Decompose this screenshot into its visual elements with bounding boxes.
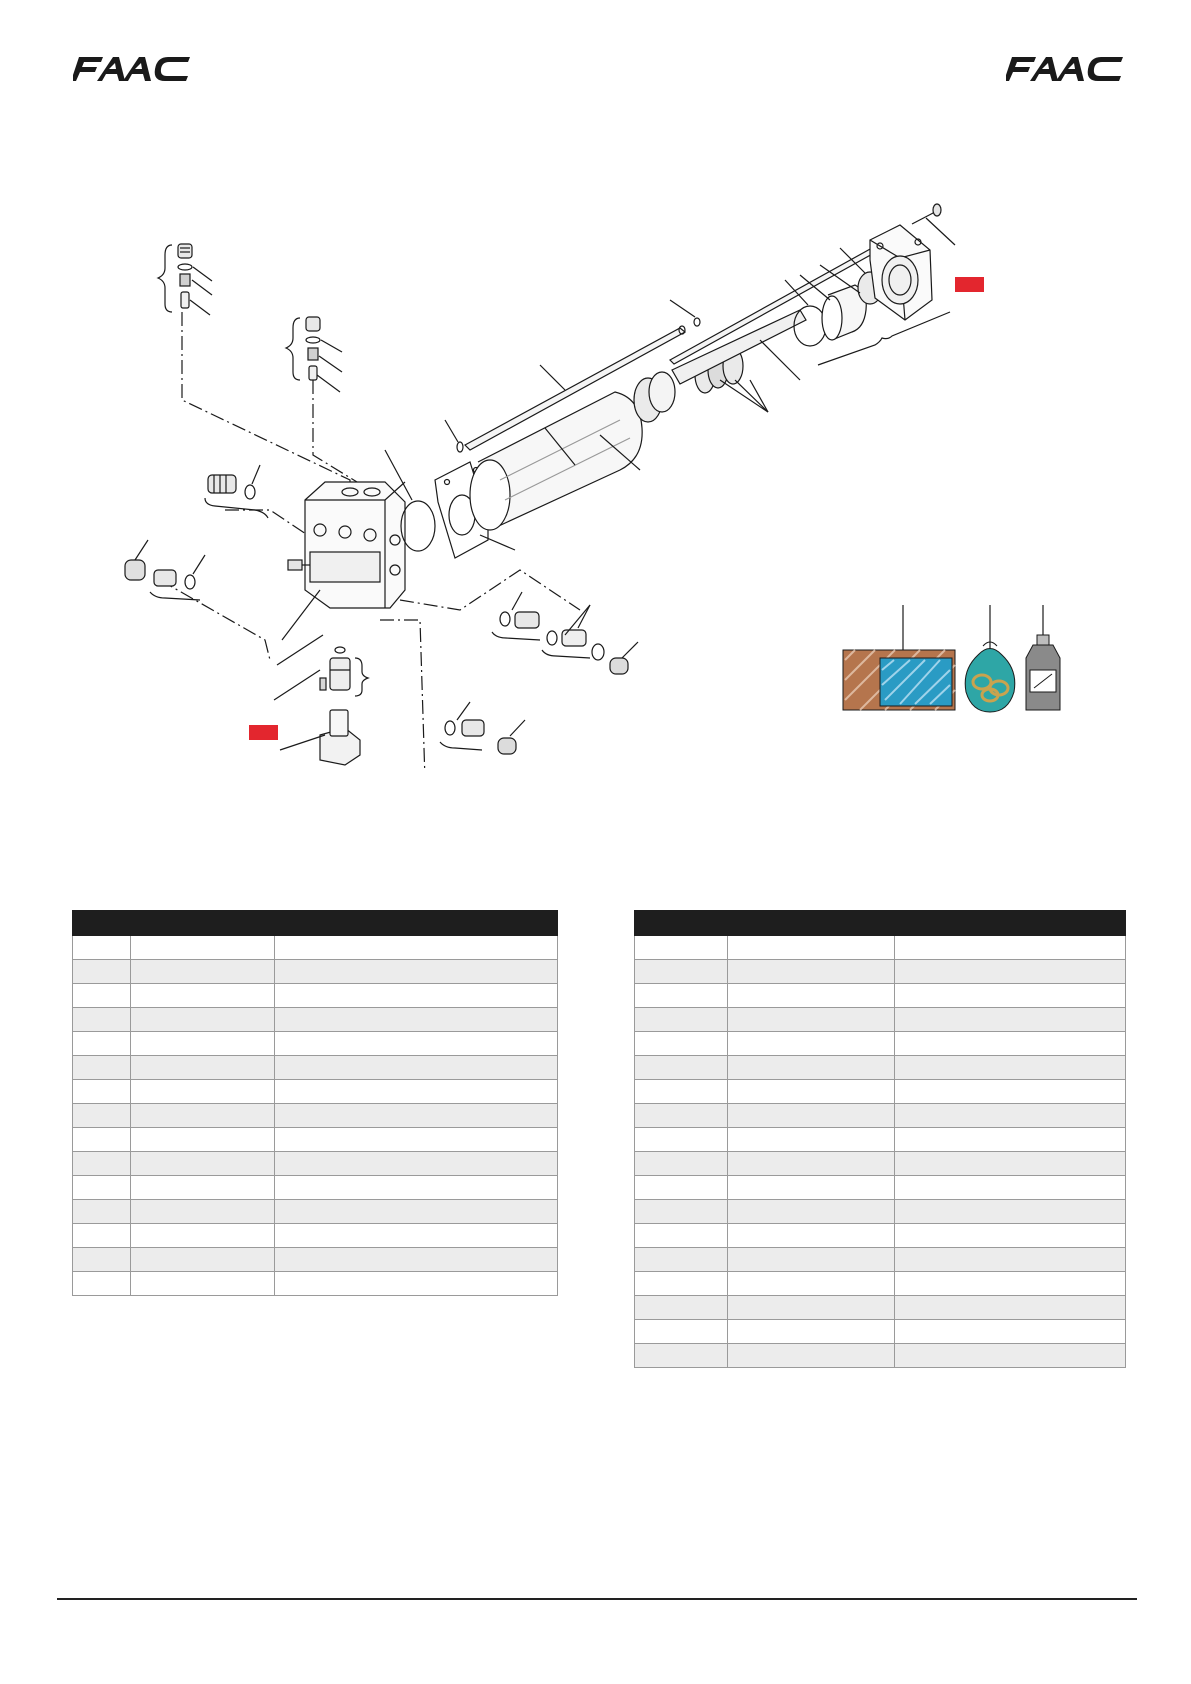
table-cell xyxy=(635,1008,728,1032)
table-header-row xyxy=(635,911,1126,936)
column-header xyxy=(275,911,558,936)
valve-kit-2 xyxy=(286,317,342,392)
table-cell xyxy=(635,1080,728,1104)
table-cell xyxy=(275,1032,558,1056)
table-row xyxy=(635,1272,1126,1296)
table-cell xyxy=(895,1320,1126,1344)
table-cell xyxy=(728,1248,895,1272)
table-cell xyxy=(275,960,558,984)
valve-body-block xyxy=(288,482,405,608)
table-cell xyxy=(73,1272,131,1296)
plug-set-lower-left xyxy=(125,540,205,600)
table-cell xyxy=(275,1104,558,1128)
table-cell xyxy=(73,1056,131,1080)
table-row xyxy=(635,936,1126,960)
table-cell xyxy=(275,1272,558,1296)
table-cell xyxy=(728,984,895,1008)
table-row xyxy=(73,960,558,984)
table-cell xyxy=(728,1296,895,1320)
table-cell xyxy=(635,1296,728,1320)
table-row xyxy=(73,1248,558,1272)
table-cell xyxy=(895,1296,1126,1320)
table-row xyxy=(635,1176,1126,1200)
table-cell xyxy=(73,1080,131,1104)
table-row xyxy=(73,1224,558,1248)
footer-divider xyxy=(57,1598,1137,1600)
table-row xyxy=(635,1104,1126,1128)
table-cell xyxy=(635,1056,728,1080)
table-cell xyxy=(895,1032,1126,1056)
table-cell xyxy=(728,1224,895,1248)
exploded-view-drawing xyxy=(0,180,1191,770)
table-cell xyxy=(131,984,275,1008)
table-cell xyxy=(275,1080,558,1104)
small-pin xyxy=(445,420,463,452)
oring-bag-icon xyxy=(965,642,1015,712)
table-cell xyxy=(275,1056,558,1080)
table-cell xyxy=(728,1104,895,1128)
table-cell xyxy=(635,1344,728,1368)
table-body xyxy=(73,936,558,1296)
table-cell xyxy=(895,936,1126,960)
column-header xyxy=(635,911,728,936)
valve-kit-1 xyxy=(158,244,212,315)
table-cell xyxy=(895,984,1126,1008)
faac-logo-graphic xyxy=(1006,55,1124,83)
table-row xyxy=(73,1200,558,1224)
parts-table-left xyxy=(72,910,558,1296)
table-row xyxy=(635,1344,1126,1368)
exploded-view-svg xyxy=(0,180,1191,770)
column-header xyxy=(73,911,131,936)
red-marker-top-right xyxy=(955,277,984,292)
table-header-row xyxy=(73,911,558,936)
seal-kit-box-icon xyxy=(843,650,955,710)
column-header xyxy=(131,911,275,936)
table-cell xyxy=(73,936,131,960)
table-cell xyxy=(635,1032,728,1056)
service-kit xyxy=(903,605,1043,650)
table-cell xyxy=(728,1008,895,1032)
table-row xyxy=(635,1200,1126,1224)
table-cell xyxy=(131,1008,275,1032)
table-cell xyxy=(895,1008,1126,1032)
table-cell xyxy=(728,1176,895,1200)
table-cell xyxy=(895,1272,1126,1296)
table-row xyxy=(635,1320,1126,1344)
table-cell xyxy=(728,1128,895,1152)
table-cell xyxy=(635,960,728,984)
table-cell xyxy=(728,1200,895,1224)
table-cell xyxy=(131,1248,275,1272)
table-cell xyxy=(275,1128,558,1152)
table-cell xyxy=(895,1344,1126,1368)
table-cell xyxy=(895,1056,1126,1080)
table-row xyxy=(73,1032,558,1056)
table-cell xyxy=(895,1152,1126,1176)
tie-rods xyxy=(465,238,894,450)
table-row xyxy=(73,1272,558,1296)
table-cell xyxy=(131,1272,275,1296)
table-cell xyxy=(275,984,558,1008)
table-cell xyxy=(895,1248,1126,1272)
table-cell xyxy=(131,1128,275,1152)
table-row xyxy=(73,1080,558,1104)
table-cell xyxy=(131,1056,275,1080)
table-cell xyxy=(895,1200,1126,1224)
table-cell xyxy=(728,1152,895,1176)
oil-bottle-icon xyxy=(1026,635,1060,710)
table-cell xyxy=(73,1248,131,1272)
table-body xyxy=(635,936,1126,1368)
table-row xyxy=(635,984,1126,1008)
table-cell xyxy=(635,1224,728,1248)
table-cell xyxy=(895,1128,1126,1152)
table-cell xyxy=(73,1152,131,1176)
table-row xyxy=(73,984,558,1008)
table-row xyxy=(73,1152,558,1176)
faac-logo-right xyxy=(1006,55,1124,83)
parts-table-right xyxy=(634,910,1126,1368)
plug-set-right-middle xyxy=(492,592,638,674)
rear-seals xyxy=(785,248,882,346)
cylinder-tube xyxy=(470,392,642,530)
table-cell xyxy=(73,960,131,984)
table-cell xyxy=(275,1224,558,1248)
table-cell xyxy=(895,960,1126,984)
table-row xyxy=(635,1032,1126,1056)
table-cell xyxy=(73,1224,131,1248)
table-cell xyxy=(275,1152,558,1176)
table-cell xyxy=(635,1200,728,1224)
table-cell xyxy=(728,1344,895,1368)
table-cell xyxy=(635,1248,728,1272)
table-row xyxy=(635,1152,1126,1176)
table-cell xyxy=(131,960,275,984)
table-cell xyxy=(131,1224,275,1248)
table-cell xyxy=(635,936,728,960)
bottom-bracket-assembly xyxy=(274,590,368,765)
table-cell xyxy=(275,1176,558,1200)
table-row xyxy=(635,1224,1126,1248)
table-cell xyxy=(635,1104,728,1128)
piston-shaft xyxy=(634,310,806,422)
table-cell xyxy=(73,1008,131,1032)
table-cell xyxy=(131,1104,275,1128)
table-row xyxy=(73,1104,558,1128)
plug-set-bottom-middle xyxy=(440,702,525,754)
table-row xyxy=(73,1008,558,1032)
table-cell xyxy=(73,984,131,1008)
table-row xyxy=(73,1056,558,1080)
table-cell xyxy=(635,1272,728,1296)
table-row xyxy=(635,1080,1126,1104)
table-cell xyxy=(635,1176,728,1200)
table-cell xyxy=(728,1272,895,1296)
table-cell xyxy=(895,1176,1126,1200)
table-cell xyxy=(275,936,558,960)
table-row xyxy=(73,1128,558,1152)
table-row xyxy=(73,936,558,960)
table-cell xyxy=(728,1080,895,1104)
table-cell xyxy=(275,1200,558,1224)
faac-logo-graphic xyxy=(73,55,191,83)
table-cell xyxy=(73,1104,131,1128)
table-cell xyxy=(131,1080,275,1104)
table-cell xyxy=(635,1320,728,1344)
table-cell xyxy=(728,1056,895,1080)
table-cell xyxy=(728,1320,895,1344)
table-cell xyxy=(635,1128,728,1152)
table-cell xyxy=(131,1176,275,1200)
table-cell xyxy=(728,960,895,984)
table-cell xyxy=(275,1248,558,1272)
faac-logo-left xyxy=(73,55,191,83)
table-cell xyxy=(131,1152,275,1176)
table-cell xyxy=(131,1200,275,1224)
column-header xyxy=(895,911,1126,936)
table-cell xyxy=(73,1128,131,1152)
end-cap xyxy=(870,225,932,320)
table-cell xyxy=(895,1080,1126,1104)
table-cell xyxy=(73,1200,131,1224)
table-cell xyxy=(635,984,728,1008)
table-cell xyxy=(73,1032,131,1056)
table-row xyxy=(635,1008,1126,1032)
table-cell xyxy=(895,1224,1126,1248)
table-cell xyxy=(275,1008,558,1032)
table-cell xyxy=(635,1152,728,1176)
table-row xyxy=(635,1128,1126,1152)
table-cell xyxy=(131,1032,275,1056)
table-row xyxy=(635,1296,1126,1320)
table-row xyxy=(73,1176,558,1200)
red-marker-bottom-left xyxy=(249,725,278,740)
table-row xyxy=(635,1056,1126,1080)
table-cell xyxy=(131,936,275,960)
table-row xyxy=(635,960,1126,984)
table-cell xyxy=(895,1104,1126,1128)
table-row xyxy=(635,1248,1126,1272)
column-header xyxy=(728,911,895,936)
table-cell xyxy=(73,1176,131,1200)
table-cell xyxy=(728,936,895,960)
table-cell xyxy=(728,1032,895,1056)
